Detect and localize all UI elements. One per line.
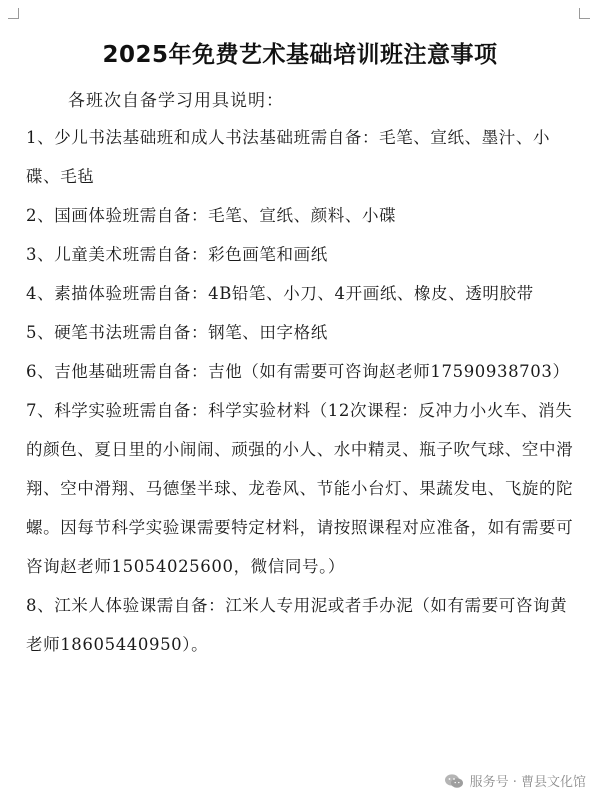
list-item-text: 8、江米人体验课需自备：江米人专用泥或者手办泥（如有需要可咨询黄老师18605440950）。 xyxy=(26,596,568,654)
list-item-text: 4、素描体验班需自备：4B铅笔、小刀、4开画纸、橡皮、透明胶带 xyxy=(26,284,534,303)
list-item xyxy=(26,274,576,313)
document-title: 2025年免费艺术基础培训班注意事项 xyxy=(102,42,498,68)
list-item xyxy=(26,235,576,274)
list-item xyxy=(26,196,576,235)
list-item xyxy=(26,352,576,391)
page-corner-mark-left xyxy=(8,8,19,19)
list-item xyxy=(26,391,576,586)
list-item xyxy=(26,586,576,664)
list-item xyxy=(26,118,576,196)
list-item-text: 3、儿童美术班需自备：彩色画笔和画纸 xyxy=(26,245,328,264)
wechat-icon xyxy=(444,773,464,789)
list-item-text: 1、少儿书法基础班和成人书法基础班需自备：毛笔、宣纸、墨汁、小碟、毛毡 xyxy=(26,128,551,186)
page-corner-mark-right xyxy=(579,8,590,19)
list-item xyxy=(26,313,576,352)
watermark-label: 服务号 · 曹县文化馆 xyxy=(469,775,586,790)
list-item-text: 5、硬笔书法班需自备：钢笔、田字格纸 xyxy=(26,323,328,342)
list-item-text: 6、吉他基础班需自备：吉他（如有需要可咨询赵老师17590938703） xyxy=(26,362,570,381)
account-watermark xyxy=(444,771,586,790)
list-item-text: 2、国画体验班需自备：毛笔、宣纸、颜料、小碟 xyxy=(26,206,397,225)
list-item-text: 7、科学实验班需自备：科学实验材料（12次课程：反冲力小火车、消失的颜色、夏日里的小闹闹、顽强的小人、水中精灵、瓶子吹气球、空中滑翔、空中滑翔、马德堡半球、龙卷风、节能小台灯、果蔬发电、飞旋的陀螺。因每节科学实验课需要特定材料，请按照课程对应准备，如有需要可咨询赵老师15054025600，微信同号。） xyxy=(26,401,574,576)
supply-list xyxy=(26,118,576,664)
intro-text: 各班次自备学习用具说明： xyxy=(68,91,284,111)
